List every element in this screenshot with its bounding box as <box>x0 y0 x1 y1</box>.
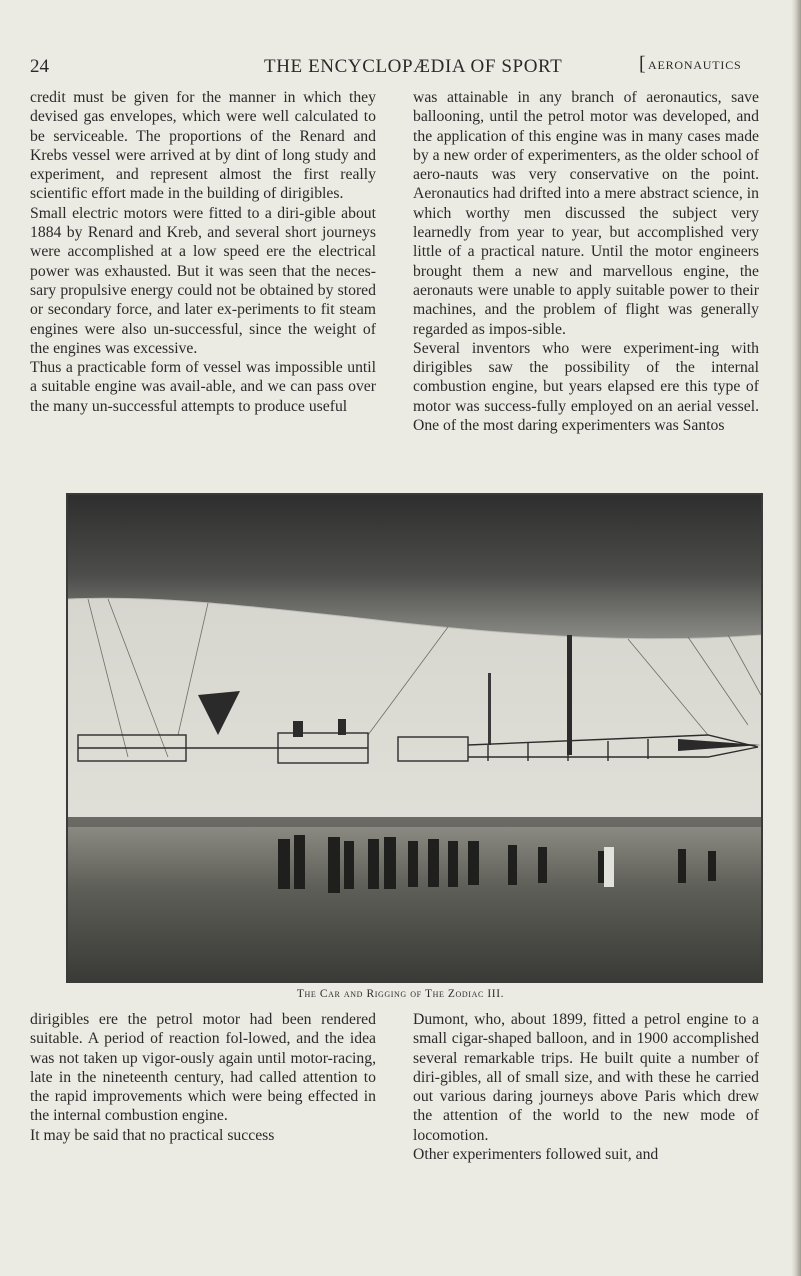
section-tag: [ AERONAUTICS <box>648 58 741 73</box>
text-column-bottom-left <box>30 1010 376 1145</box>
page-number: 24 <box>30 56 49 77</box>
paragraph: Other experimenters followed suit, and <box>413 1146 659 1164</box>
paragraph: Several inventors who were experiment-ing with dirigibles saw the possibility of the internal combustion engine, but years elapsed ere this type of motor was success-fully employed on an aerial vessel. One of the most daring experimenters was Santos <box>413 339 759 435</box>
running-header <box>0 56 801 82</box>
paragraph: Dumont, who, about 1899, fitted a petrol engine to a small cigar-shaped balloon, and in 1900 accomplished several remarkable trips. He built quite a number of diri-gibles, all of small size, and with these he carried out various daring journeys above Paris which drew the attention of the world to the new mode of locomotion. <box>413 1011 759 1144</box>
text-column-top-right <box>413 88 759 435</box>
airship-photograph <box>66 493 763 983</box>
paragraph: was attainable in any branch of aeronautics, save ballooning, until the petrol motor was developed, and the application of this engine was in many cases made by a new order of experimenters, as the older school of aero-nauts was very conservative on the point. Aeronautics had drifted into a mere abstract science, in which worthy men discussed the subject very learnedly from year to year, but accomplished very little of a practical nature. Until the motor engineers brought them a new and marvellous engine, the aeronauts were unable to apply suitable power to their machines, and the problem of flight was generally regarded as impos-sible. <box>413 89 759 338</box>
paragraph: dirigibles ere the petrol motor had been rendered suitable. A period of reaction fol-lowed, and the idea was not taken up vigor-ously again until motor-racing, late in the nineteenth century, had called attention to the rapid improvements which were being effected in the internal combustion engine. <box>30 1011 376 1125</box>
running-title: THE ENCYCLOPÆDIA OF SPORT <box>264 56 563 77</box>
paragraph: It may be said that no practical success <box>30 1126 275 1144</box>
page-edge-shadow <box>791 0 801 1276</box>
airship-photo-illustration <box>68 495 761 981</box>
paragraph: Small electric motors were fitted to a diri-gible about 1884 by Renard and Kreb, and several short journeys were accomplished at a low speed ere the electrical power was exhausted. But it was seen that the neces-sary propulsive energy could not be obtained by stored or secondary force, and later ex-periments to fit steam engines were also un-successful, since the weight of the engines was excessive. <box>30 204 376 357</box>
paragraph: credit must be given for the manner in which they devised gas envelopes, which were well calculated to be serviceable. The proportions of the Renard and Krebs vessel were arrived at by dint of long study and experiment, and represent almost the first really scientific effort made in the building of dirigibles. <box>30 89 376 203</box>
text-column-top-left <box>30 88 376 416</box>
paragraph: Thus a practicable form of vessel was impossible until a suitable engine was avail-able, and we can pass over the many un-successful attempts to produce useful <box>30 359 376 415</box>
figure-caption: The Car and Rigging of The Zodiac III. <box>296 988 505 1000</box>
text-column-bottom-right <box>413 1010 759 1164</box>
